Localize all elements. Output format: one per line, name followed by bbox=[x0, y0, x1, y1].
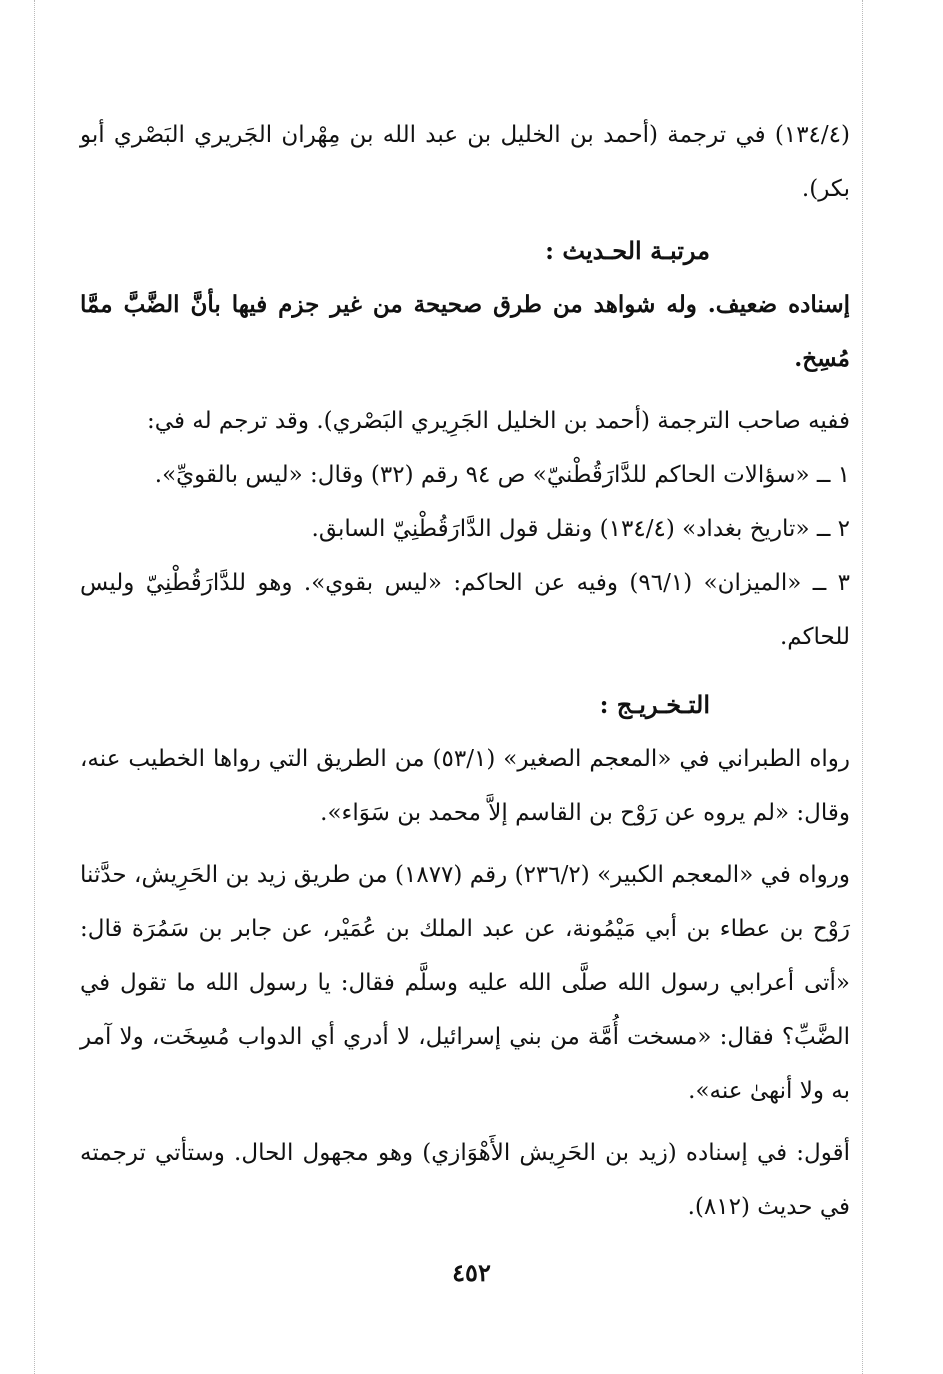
takhrij-paragraph: رواه الطبراني في «المعجم الصغير» (٥٣/١) من الطريق التي رواها الخطيب عنه، وقال: «لم يروه عن رَوْح بن القاسم إلاَّ محمد بن سَوَاء». bbox=[80, 746, 850, 826]
reference-item: ١ ــ «سؤالات الحاكم للدَّارَقُطْنيّ» ص ٩٤ رقم (٣٢) وقال: «ليس بالقويِّ». bbox=[154, 462, 850, 488]
takhrij-paragraph: ورواه في «المعجم الكبير» (٢٣٦/٢) رقم (١٨٧٧) من طريق زيد بن الحَرِيش، حدَّثنا رَوْح بن عطاء بن أبي مَيْمُونة، عن عبد الملك بن عُمَيْر، عن جابر بن سَمُرَة قال: «أتى أعرابي رسول الله صلَّى الله عليه وسلَّم فقال: يا رسول الله ما تقول في الضَّبِّ؟ فقال: «مسخت أُمَّة من بني إسرائيل، لا أدري أي الدواب مُسِخَت، ولا آمر به ولا أنهىٰ عنه». bbox=[80, 862, 850, 1104]
reference-item: ٢ ــ «تاريخ بغداد» (١٣٤/٤) ونقل قول الدَّارَقُطْنِيّ السابق. bbox=[311, 516, 850, 542]
spacer bbox=[80, 664, 850, 678]
reference-item: ٣ ــ «الميزان» (٩٦/١) وفيه عن الحاكم: «ليس بقوي». وهو للدَّارَقُطْنِيّ وليس للحاكم. bbox=[80, 570, 850, 650]
spacer bbox=[80, 386, 850, 394]
spacer bbox=[80, 840, 850, 848]
takhrij-heading: التـخـريـج : bbox=[599, 690, 710, 719]
takhrij-paragraph: أقول: في إسناده (زيد بن الحَرِيش الأَهْوَازي) وهو مجهول الحال. وستأتي ترجمته في حديث (٨١٢). bbox=[80, 1140, 850, 1220]
grade-heading: مرتبـة الحـديث : bbox=[545, 236, 710, 265]
spacer bbox=[80, 1118, 850, 1126]
page-edge-left bbox=[34, 0, 35, 1374]
page-number: ٤٥٢ bbox=[452, 1258, 491, 1287]
book-page bbox=[80, 108, 850, 1234]
intro-paragraph: (١٣٤/٤) في ترجمة (أحمد بن الخليل بن عبد الله بن مِهْران الجَريري البَصْري أبو بكر). bbox=[80, 122, 850, 202]
spacer bbox=[80, 216, 850, 224]
page-edge-right bbox=[862, 0, 863, 1374]
grade-paragraph: إسناده ضعيف. وله شواهد من طرق صحيحة من غير جزم فيها بأنَّ الضَّبَّ ممَّا مُسِخ. bbox=[80, 291, 850, 372]
narrator-note-paragraph: ففيه صاحب الترجمة (أحمد بن الخليل الجَرِيري البَصْري). وقد ترجم له في: bbox=[147, 408, 850, 434]
